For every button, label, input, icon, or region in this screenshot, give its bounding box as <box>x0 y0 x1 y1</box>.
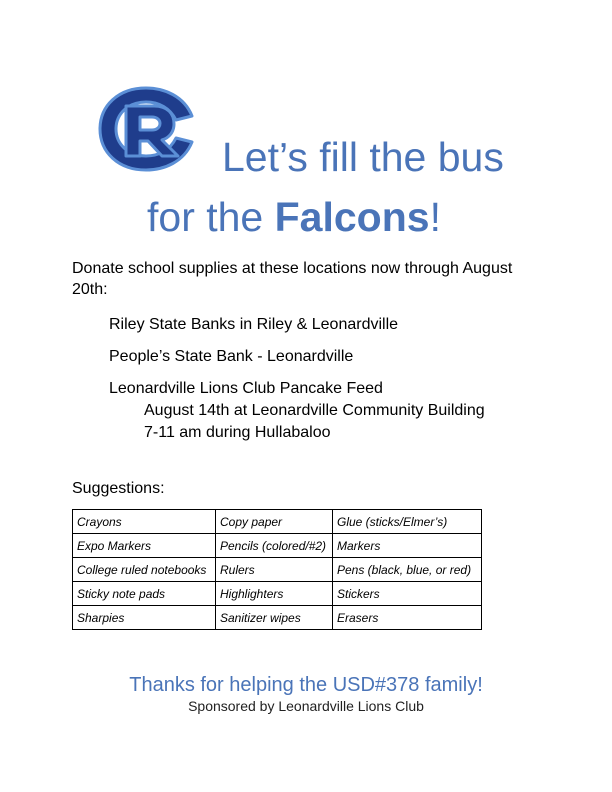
table-cell: Glue (sticks/Elmer’s) <box>333 510 482 534</box>
table-row <box>73 606 482 630</box>
location-lions-club-date: August 14th at Leonardville Community Building <box>144 402 485 419</box>
table-row <box>73 558 482 582</box>
table-cell: Markers <box>333 534 482 558</box>
logo-r-shape <box>126 106 178 156</box>
table-cell: Sharpies <box>73 606 216 630</box>
table-row <box>73 510 482 534</box>
location-lions-club-time: 7-11 am during Hullabaloo <box>144 424 331 441</box>
sponsor-line: Sponsored by Leonardville Lions Club <box>188 698 424 714</box>
table-cell: Expo Markers <box>73 534 216 558</box>
location-riley-state-banks: Riley State Banks in Riley & Leonardville <box>109 316 399 333</box>
headline-prefix: for the <box>147 194 275 240</box>
location-peoples-state-bank: People’s State Bank - Leonardville <box>109 348 354 365</box>
headline-suffix: ! <box>429 194 441 240</box>
table-cell: Copy paper <box>216 510 333 534</box>
table-row <box>73 534 482 558</box>
rc-logo <box>96 86 196 172</box>
thanks-message: Thanks for helping the USD#378 family! <box>129 674 483 696</box>
headline-line-1: Let’s fill the bus <box>222 134 504 180</box>
table-cell: Pencils (colored/#2) <box>216 534 333 558</box>
table-cell: Pens (black, blue, or red) <box>333 558 482 582</box>
location-lions-club: Leonardville Lions Club Pancake Feed <box>109 380 383 397</box>
table-row <box>73 582 482 606</box>
headline-line-2 <box>147 194 441 240</box>
intro-text: Donate school supplies at these locations now through August 20th: <box>72 260 513 298</box>
headline-falcons: Falcons <box>274 194 430 240</box>
supplies-table <box>72 509 482 630</box>
table-cell: Highlighters <box>216 582 333 606</box>
table-cell: Crayons <box>73 510 216 534</box>
table-cell: Sanitizer wipes <box>216 606 333 630</box>
table-cell: Rulers <box>216 558 333 582</box>
table-cell: College ruled notebooks <box>73 558 216 582</box>
suggestions-label: Suggestions: <box>72 480 165 497</box>
table-cell: Erasers <box>333 606 482 630</box>
table-cell: Stickers <box>333 582 482 606</box>
table-cell: Sticky note pads <box>73 582 216 606</box>
